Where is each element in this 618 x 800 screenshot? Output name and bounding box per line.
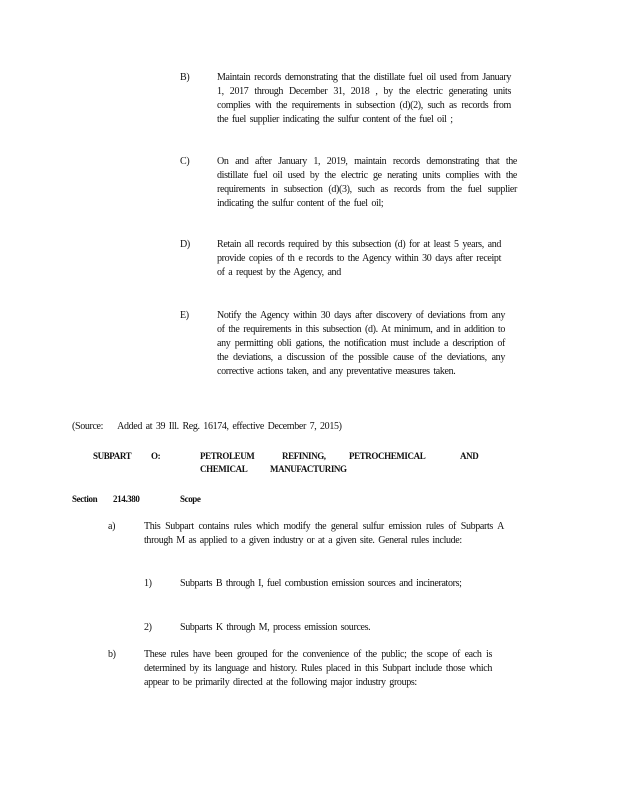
list-item-text: On and after January 1, 2019, maintain records demonstrating that the distillate fuel oil used by the electric ge nerating units complies with the requirements in subsection (d)(3), such as records from the fuel supplier indicating the sulfur content of the fuel oil; — [217, 156, 517, 209]
list-item-label: D) — [180, 239, 190, 250]
subpart-title-word: REFINING, — [282, 451, 326, 461]
paragraph-label: a) — [108, 521, 116, 532]
subpart-title-word: PETROCHEMICAL — [349, 451, 426, 461]
subpart-title-word: MANUFACTURING — [270, 464, 347, 474]
list-item-text: Subparts K through M, process emission sources. — [180, 622, 371, 633]
list-item-text: Maintain records demonstrating that the distillate fuel oil used from January 1, 2017 through December 31, 2018 , by the electric generating units complies with the requirements in subsection (d)(2), such as records from the fuel supplier indicating the sulfur content of the fuel oil ; — [217, 72, 511, 125]
subpart-title-word: PETROLEUM — [200, 451, 255, 461]
list-item-text: Retain all records required by this subsection (d) for at least 5 years, and provide copies of th e records to the Agency within 30 days after receipt of a request by the Agency, and — [217, 239, 501, 278]
section-title: Scope — [180, 494, 201, 504]
source-note: (Source: Added at 39 Ill. Reg. 16174, effective December 7, 2015) — [72, 421, 342, 432]
section-word: Section — [72, 494, 98, 504]
paragraph-label: b) — [108, 649, 116, 660]
subpart-letter: O: — [151, 451, 161, 461]
paragraph-text: These rules have been grouped for the convenience of the public; the scope of each is determined by its language and history. Rules placed in this Subpart include those which appear to be primarily directed at the following major industry groups: — [144, 649, 492, 688]
list-item-label: B) — [180, 72, 190, 83]
list-item-label: E) — [180, 310, 189, 321]
subpart-title-word: AND — [460, 451, 479, 461]
subpart-word: SUBPART — [93, 451, 132, 461]
list-item-label: C) — [180, 156, 190, 167]
list-item-text: Subparts B through I, fuel combustion emission sources and incinerators; — [180, 578, 462, 589]
list-item-label: 1) — [144, 578, 152, 589]
section-number: 214.380 — [113, 494, 140, 504]
paragraph-text: This Subpart contains rules which modify the general sulfur emission rules of Subparts A through M as applied to a given industry or at a given site. General rules include: — [144, 521, 504, 546]
list-item-label: 2) — [144, 622, 152, 633]
list-item-text: Notify the Agency within 30 days after discovery of deviations from any of the requirements in this subsection (d). At minimum, and in addition to any permitting obli gations, the notification must include a description of the deviations, a discussion of the possible cause of the deviations, any corrective actions taken, and any preventative measures taken. — [217, 310, 505, 377]
subpart-title-word: CHEMICAL — [200, 464, 248, 474]
